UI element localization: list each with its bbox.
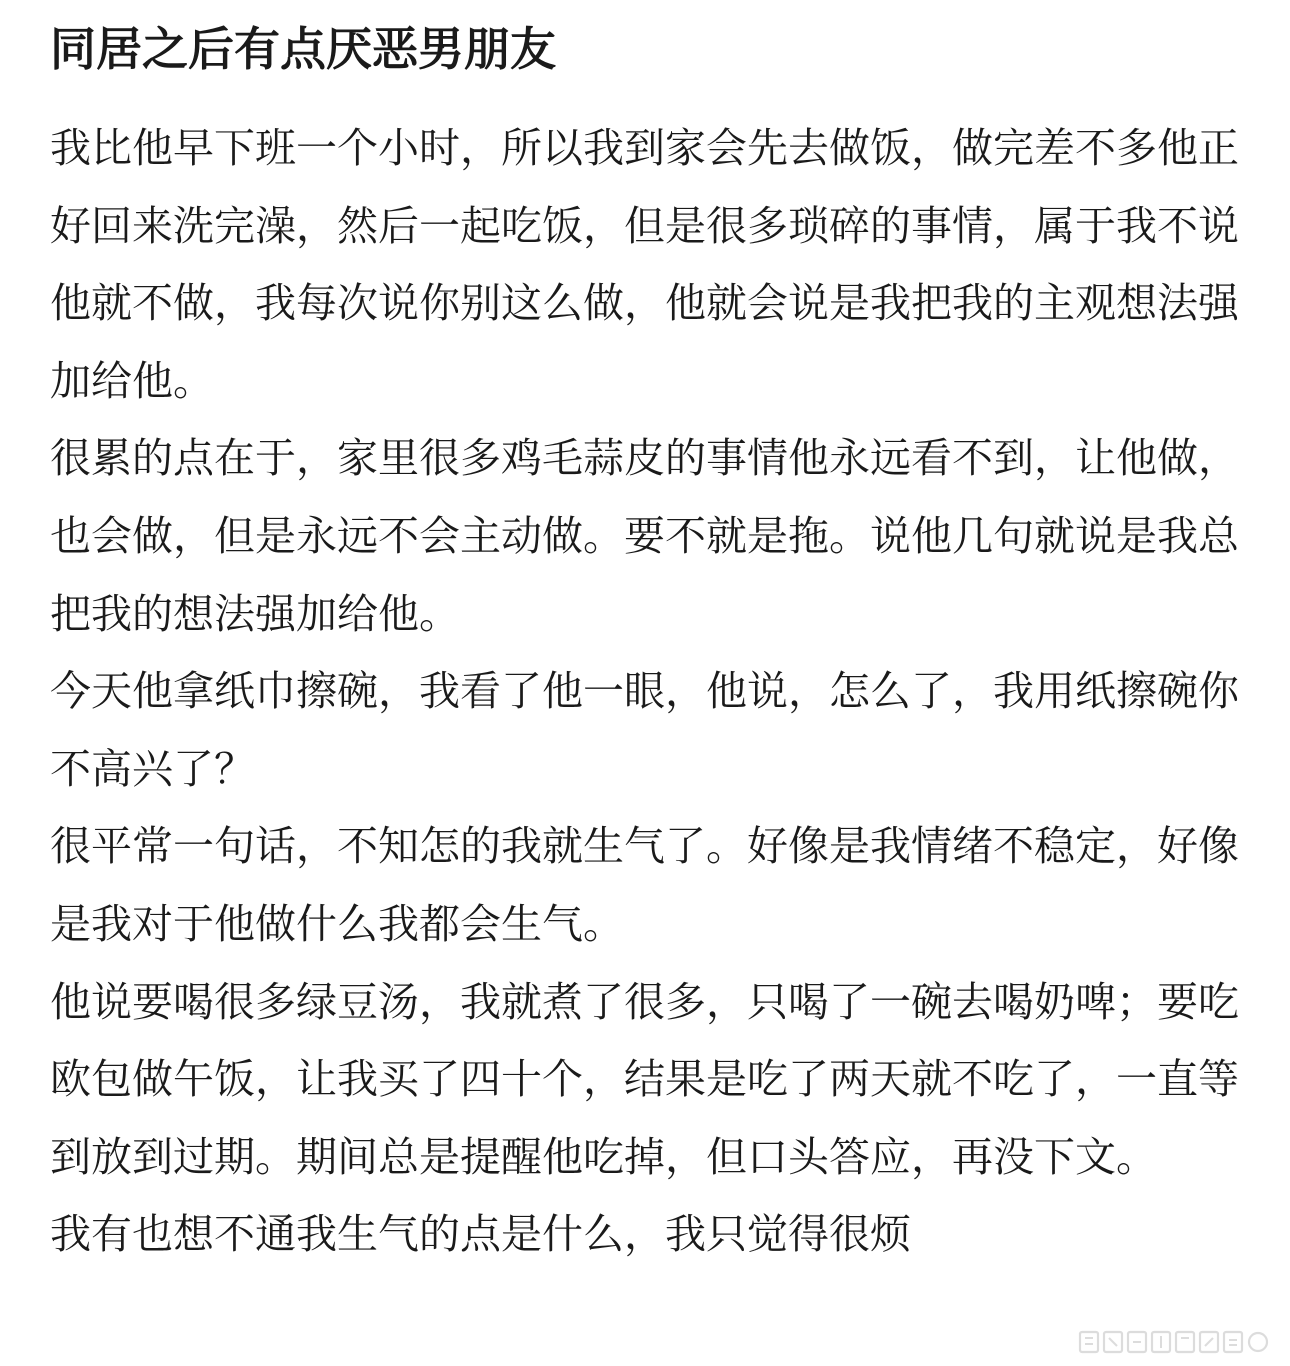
post <box>50 18 1240 1274</box>
post-paragraph-3: 今天他拿纸巾擦碗，我看了他一眼，他说，怎么了，我用纸擦碗你不高兴了？ <box>50 667 1239 793</box>
post-paragraph-2: 很累的点在于，家里很多鸡毛蒜皮的事情他永远看不到，让他做，也会做，但是永远不会主动做。要不就是拖。说他几句就说是我总把我的想法强加给他。 <box>50 434 1239 638</box>
post-paragraph-4: 很平常一句话，不知怎的我就生气了。好像是我情绪不稳定，好像是我对于他做什么我都会生气。 <box>50 822 1239 948</box>
post-paragraph-6: 我有也想不通我生气的点是什么，我只觉得很烦 <box>50 1210 911 1259</box>
post-title: 同居之后有点厌恶男朋友 <box>50 22 556 76</box>
post-body <box>50 110 1240 1274</box>
post-paragraph-5: 他说要喝很多绿豆汤，我就煮了很多，只喝了一碗去喝奶啤；要吃欧包做午饭，让我买了四十个，结果是吃了两天就不吃了，一直等到放到过期。期间总是提醒他吃掉，但口头答应，再没下文。 <box>50 977 1239 1181</box>
post-paragraph-1: 我比他早下班一个小时，所以我到家会先去做饭，做完差不多他正好回来洗完澡，然后一起吃饭，但是很多琐碎的事情，属于我不说他就不做，我每次说你别这么做，他就会说是我把我的主观想法强加给他。 <box>50 124 1239 405</box>
watermark-logo-icon <box>1076 1326 1276 1358</box>
